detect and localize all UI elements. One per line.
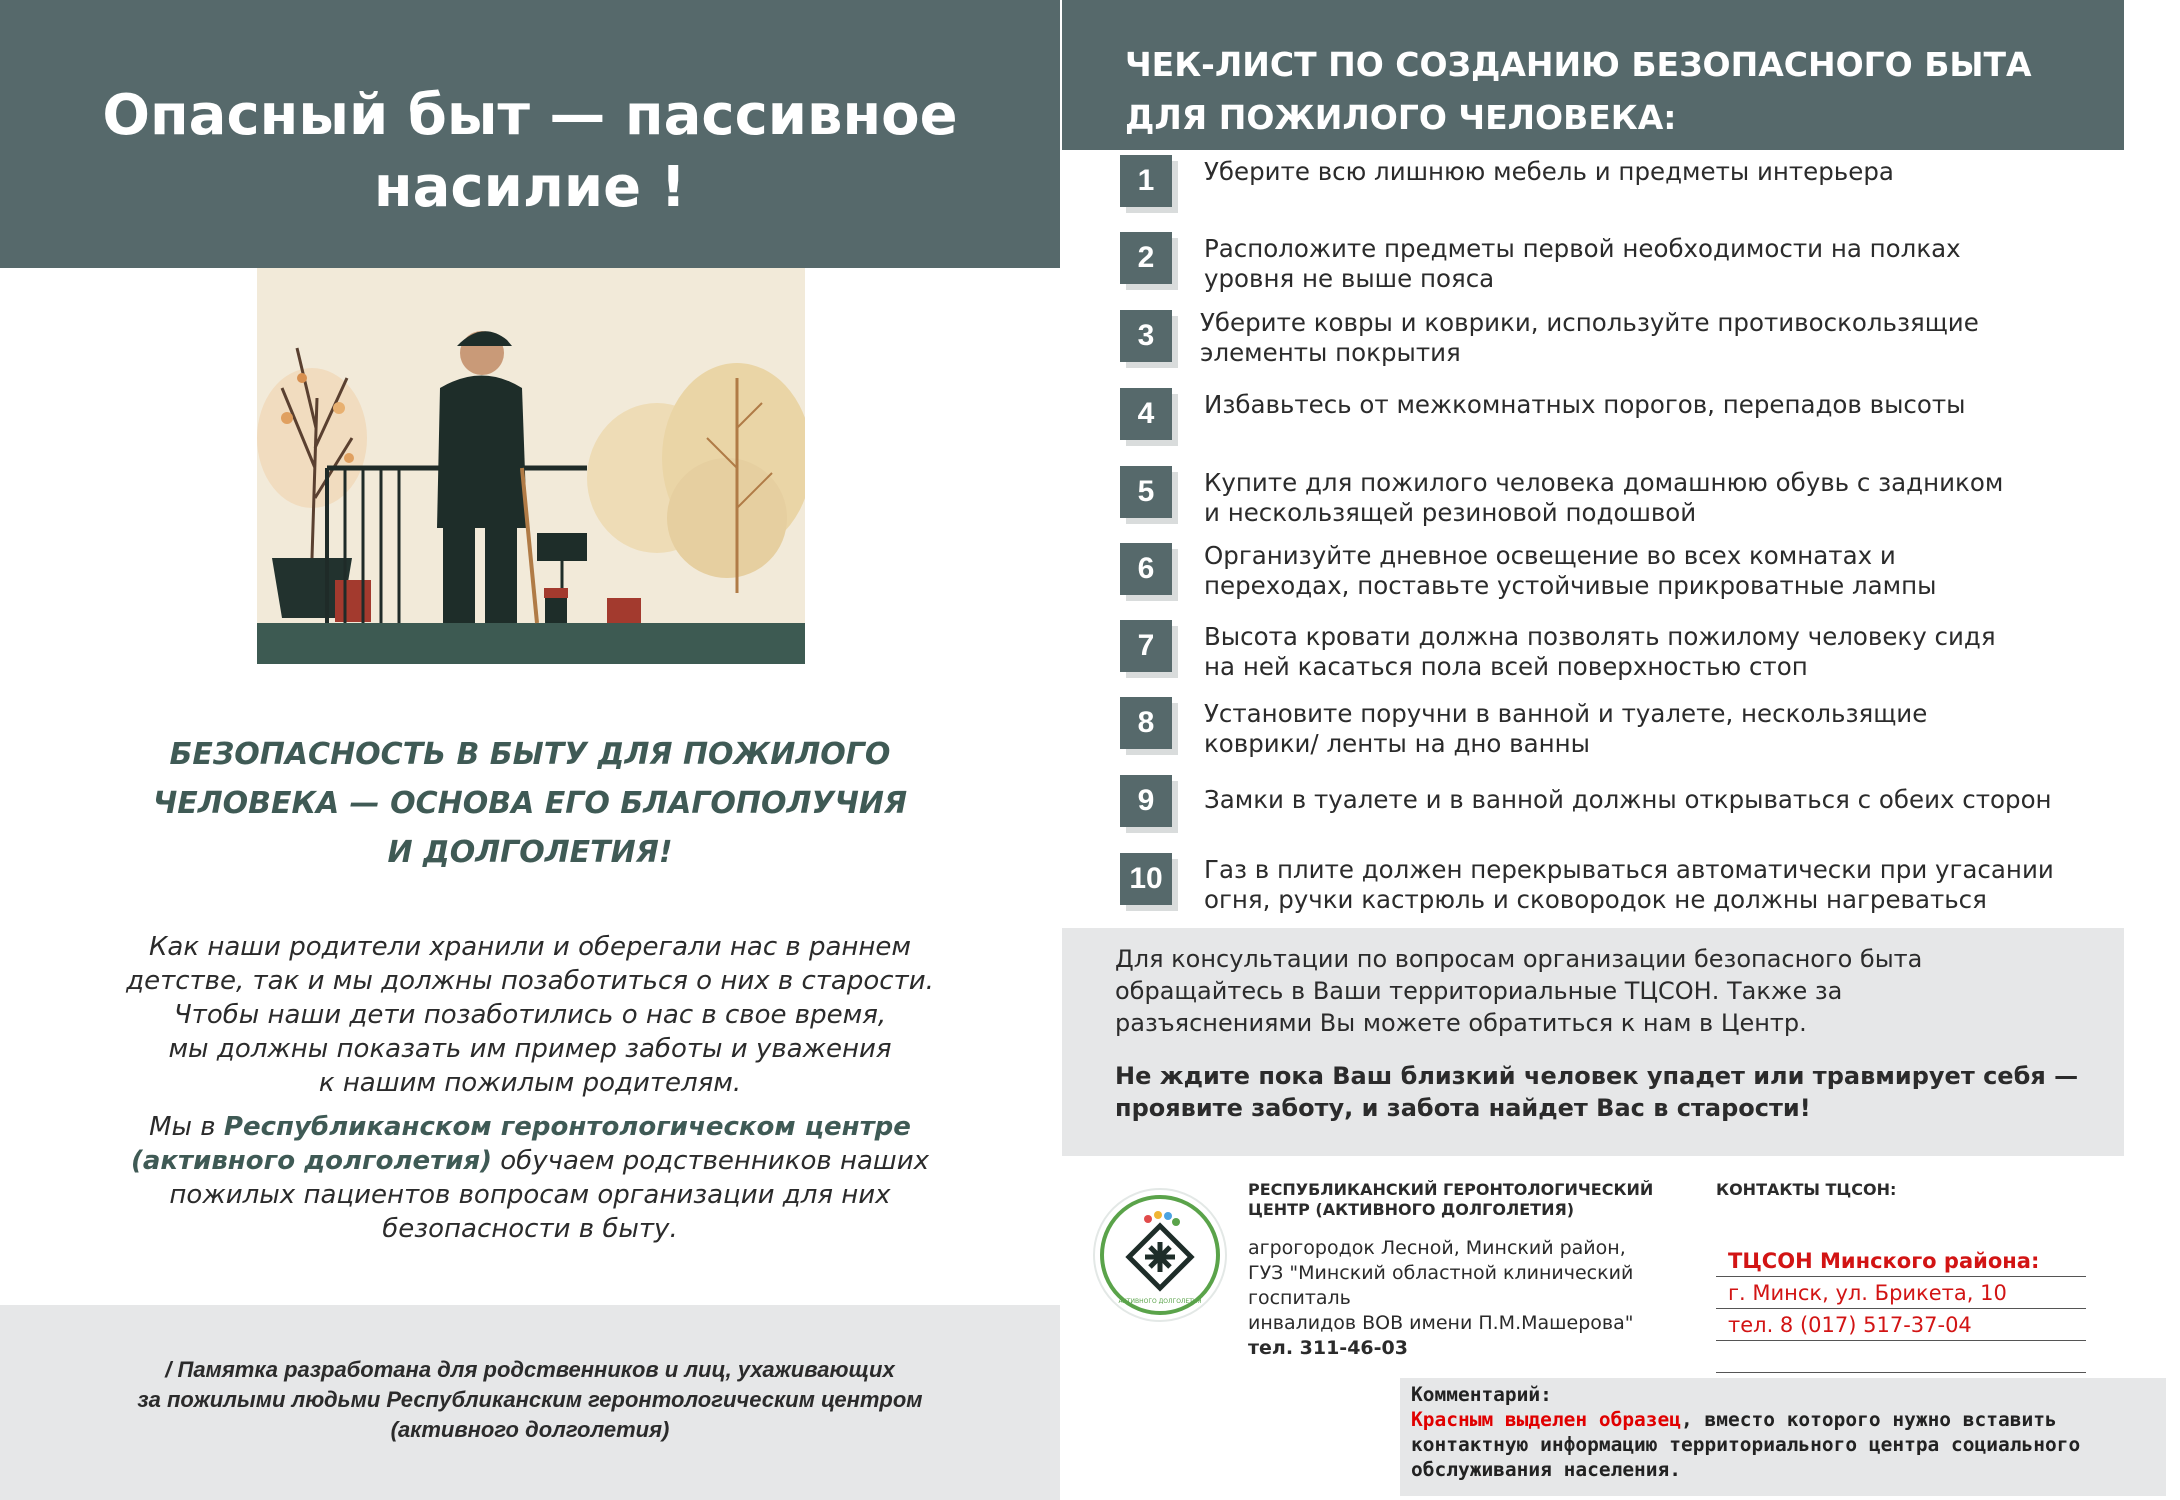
comment-red-sample: Красным выделен образец <box>1411 1408 1682 1431</box>
tcson-name: ТЦСОН Минского района: <box>1716 1246 2086 1277</box>
checklist-item-4 <box>1120 388 2120 458</box>
checklist-number-badge: 10 <box>1120 853 1172 905</box>
checklist-number-badge: 1 <box>1120 155 1172 207</box>
leaflet-credit <box>80 1355 980 1445</box>
intro-line: к нашим пожилым родителям. <box>318 1068 742 1098</box>
checklist-number-badge: 6 <box>1120 543 1172 595</box>
leaflet-title <box>0 80 1060 224</box>
tagline <box>110 730 950 877</box>
intro-line: детстве, так и мы должны позаботиться о них в старости. <box>126 966 934 996</box>
care-warning-line: Не ждите пока Ваш близкий человек упадет или травмирует себя — <box>1115 1062 2079 1090</box>
checklist-item-6 <box>1120 543 2120 613</box>
checklist-item-line: уровня не выше пояса <box>1204 264 1495 293</box>
checklist-item-line: Замки в туалете и в ванной должны открываться с обеих сторон <box>1204 785 2052 814</box>
checklist-item-line: на ней касаться пола всей поверхностью стоп <box>1204 652 1808 681</box>
checklist-item-line: Установите поручни в ванной и туалете, нескользящие <box>1204 699 1928 728</box>
checklist-item-line: Купите для пожилого человека домашнюю обувь с задником <box>1204 468 2004 497</box>
checklist-item-text <box>1204 855 2180 915</box>
checklist-number-badge: 7 <box>1120 620 1172 672</box>
checklist-item-5 <box>1120 466 2120 536</box>
checklist-item-line: Газ в плите должен перекрываться автоматически при угасании <box>1204 855 2054 884</box>
checklist-item-line: Организуйте дневное освещение во всех комнатах и <box>1204 541 1896 570</box>
org-address <box>1248 1236 1688 1336</box>
tagline-line1: БЕЗОПАСНОСТЬ В БЫТУ ДЛЯ ПОЖИЛОГО <box>169 737 891 772</box>
comment-line: обслуживания населения. <box>1411 1458 1682 1481</box>
tcson-blank-line <box>1716 1342 2086 1373</box>
mission-prefix: Мы в <box>149 1112 224 1142</box>
org-address-line: инвалидов ВОВ имени П.М.Машерова" <box>1248 1312 1634 1334</box>
checklist-item-9 <box>1120 775 2120 845</box>
checklist-item-line: Расположите предметы первой необходимости на полках <box>1204 234 1961 263</box>
checklist-number-badge: 4 <box>1120 388 1172 440</box>
checklist-title-line2: ДЛЯ ПОЖИЛОГО ЧЕЛОВЕКА: <box>1125 98 1677 137</box>
checklist-item-line: переходах, поставьте устойчивые прикроватные лампы <box>1204 571 1937 600</box>
checklist-item-text <box>1204 157 2180 187</box>
consultation-line: разъяснениями Вы можете обратиться к нам в Центр. <box>1115 1009 1807 1037</box>
checklist-item-10 <box>1120 853 2120 923</box>
checklist-number-badge: 9 <box>1120 775 1172 827</box>
checklist-item-7 <box>1120 620 2120 690</box>
tagline-line2: ЧЕЛОВЕКА — ОСНОВА ЕГО БЛАГОПОЛУЧИЯ <box>152 786 908 821</box>
checklist-item-text <box>1204 234 2180 294</box>
org-address-line: госпиталь <box>1248 1287 1351 1309</box>
leaflet-title-line2: насилие ! <box>373 155 687 220</box>
checklist-item-2 <box>1120 232 2120 302</box>
care-warning-line: проявите заботу, и забота найдет Вас в старости! <box>1115 1094 1811 1122</box>
mission-org-name: Республиканском геронтологическом центре (активного долголетия) <box>130 1112 911 1176</box>
checklist-item-line: огня, ручки кастрюль и сковородок не должны нагреваться <box>1204 885 1987 914</box>
org-name <box>1248 1180 1688 1220</box>
org-address-line: агрогородок Лесной, Минский район, <box>1248 1237 1626 1259</box>
checklist-item-line: Уберите ковры и коврики, используйте противоскользящие <box>1200 308 1979 337</box>
checklist-title-line1: ЧЕК-ЛИСТ ПО СОЗДАНИЮ БЕЗОПАСНОГО БЫТА <box>1125 45 2032 84</box>
credit-line: (активного долголетия) <box>390 1417 670 1442</box>
comment-title: Комментарий: <box>1411 1383 1552 1406</box>
mission-rest: обучаем родственников наших пожилых пациентов вопросам организации для них безопасности в быту. <box>169 1146 930 1244</box>
intro-line: Как наши родители хранили и оберегали нас в раннем <box>148 932 912 962</box>
tcson-phone: тел. 8 (017) 517-37-04 <box>1716 1310 2086 1341</box>
checklist-item-8 <box>1120 697 2120 767</box>
checklist-title <box>1125 38 2105 144</box>
checklist-item-text <box>1204 541 2180 601</box>
credit-line: за пожилыми людьми Республиканским геронтологическим центром <box>137 1387 923 1412</box>
checklist-item-line: Уберите всю лишнюю мебель и предметы интерьера <box>1204 157 1894 186</box>
checklist-number-badge: 5 <box>1120 466 1172 518</box>
tcson-address: г. Минск, ул. Брикета, 10 <box>1716 1278 2086 1309</box>
org-address-line: ГУЗ "Минский областной клинический <box>1248 1262 1634 1284</box>
checklist-item-text <box>1204 468 2180 528</box>
checklist-item-line: элементы покрытия <box>1200 338 1461 367</box>
checklist-item-line: Избавьтесь от межкомнатных порогов, перепадов высоты <box>1204 390 1966 419</box>
consultation-line: обращайтесь в Ваши территориальные ТЦСОН. Также за <box>1115 977 1843 1005</box>
checklist-item-text <box>1204 699 2180 759</box>
logo-bottom-text: АКТИВНОГО ДОЛГОЛЕТИЯ <box>1118 1298 1202 1305</box>
editor-comment <box>1411 1382 2161 1482</box>
comment-line <box>1411 1407 2161 1432</box>
checklist-item-3 <box>1120 310 2120 380</box>
tcson-contacts-heading: КОНТАКТЫ ТЦСОН: <box>1716 1180 1897 1199</box>
checklist-item-text <box>1204 622 2180 682</box>
checklist-item-text <box>1204 785 2180 815</box>
mission-paragraph <box>100 1110 960 1246</box>
credit-line: / Памятка разработана для родственников и лиц, ухаживающих <box>165 1357 895 1382</box>
elderly-man-balcony-illustration <box>257 268 805 664</box>
checklist-number-badge: 3 <box>1120 310 1172 362</box>
intro-line: Чтобы наши дети позаботились о нас в свое время, <box>173 1000 887 1030</box>
checklist-item-line: коврики/ ленты на дно ванны <box>1204 729 1591 758</box>
org-phone: тел. 311-46-03 <box>1248 1337 1408 1359</box>
checklist-item-1 <box>1120 155 2120 225</box>
leaflet-title-line1: Опасный быт — пассивное <box>102 83 958 148</box>
care-warning <box>1115 1060 2095 1124</box>
checklist-number-badge: 8 <box>1120 697 1172 749</box>
consultation-text <box>1115 943 2095 1039</box>
gerontology-center-logo <box>1090 1185 1230 1325</box>
tagline-line3: И ДОЛГОЛЕТИЯ! <box>387 835 673 870</box>
intro-paragraph <box>100 930 960 1100</box>
org-name-line: РЕСПУБЛИКАНСКИЙ ГЕРОНТОЛОГИЧЕСКИЙ <box>1248 1180 1654 1199</box>
checklist-number-badge: 2 <box>1120 232 1172 284</box>
checklist-item-line: Высота кровати должна позволять пожилому человеку сидя <box>1204 622 1996 651</box>
consultation-line: Для консультации по вопросам организации безопасного быта <box>1115 945 1923 973</box>
comment-line-rest: , вместо которого нужно вставить <box>1681 1408 2057 1431</box>
checklist-item-text <box>1204 390 2180 420</box>
comment-line: контактную информацию территориального центра социального <box>1411 1433 2081 1456</box>
org-name-line: ЦЕНТР (АКТИВНОГО ДОЛГОЛЕТИЯ) <box>1248 1200 1575 1219</box>
checklist-item-text <box>1200 308 2180 368</box>
checklist-item-line: и нескользящей резиновой подошвой <box>1204 498 1697 527</box>
intro-line: мы должны показать им пример заботы и уважения <box>168 1034 892 1064</box>
